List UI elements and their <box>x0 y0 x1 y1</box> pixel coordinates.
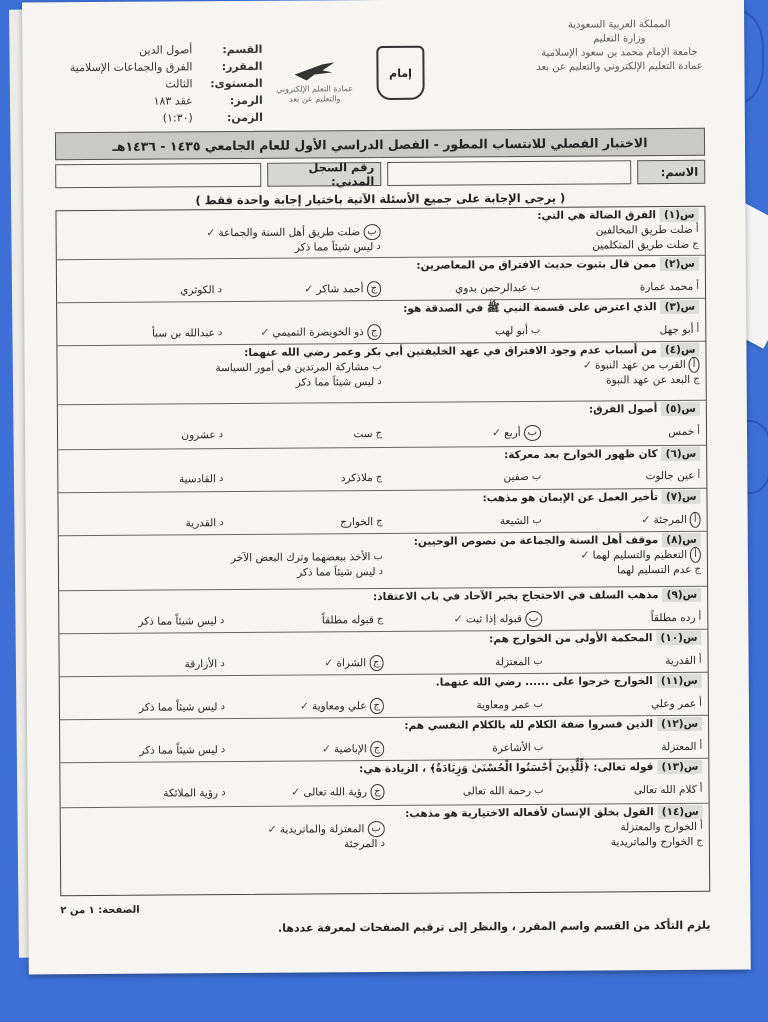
option-text: أبو جهل <box>659 323 694 337</box>
option-letter: أ <box>695 223 699 235</box>
check-mark-icon: ✓ <box>304 282 314 296</box>
question-title <box>66 759 702 778</box>
option-letter: د <box>218 429 224 441</box>
questions-box <box>55 206 710 897</box>
question-title <box>66 716 702 735</box>
answer-option[interactable] <box>66 656 225 673</box>
question-item <box>60 759 708 809</box>
option-text: ليس شيئاً مما ذكر <box>139 744 218 757</box>
question-number: س(٣) <box>661 300 700 314</box>
question-number: س(٢) <box>660 257 699 271</box>
option-text: القدرية <box>185 517 217 530</box>
option-letter: د <box>219 615 225 627</box>
answer-option[interactable] <box>65 515 224 532</box>
option-letter: ج <box>367 324 382 340</box>
option-letter: ج <box>694 563 702 575</box>
question-item <box>60 716 708 764</box>
option-text: عبدالرحمن بدوي <box>455 281 528 295</box>
course-info-key: الزمن: <box>226 110 263 125</box>
option-text: القدرية <box>665 654 696 668</box>
answer-option[interactable] <box>382 470 541 485</box>
option-letter: د <box>378 566 384 578</box>
question-number: س(١١) <box>657 674 702 688</box>
instructions: ( يرجى الإجابة على جميع الأسئلة الآتية باختيار إجابة واحدة فقط ) <box>195 190 566 208</box>
question-text: المحكمة الأولى من الخوارج هم: <box>489 632 653 646</box>
option-letter: أ <box>696 323 700 335</box>
deanship-logo: عمادة التعلم الإلكتروني والتعليم عن بعد <box>264 60 364 105</box>
option-text: الإباضية <box>333 743 367 756</box>
option-letter: ب <box>363 224 381 240</box>
answer-option[interactable] <box>225 741 384 758</box>
course-info-value: أصول الدين <box>139 43 193 57</box>
question-number: س(٦) <box>662 447 701 461</box>
option-text: ليس شيئاً مما ذكر <box>138 701 218 714</box>
answer-option[interactable] <box>67 837 385 853</box>
option-text: المعتزلة <box>495 655 531 669</box>
answer-option[interactable] <box>384 697 543 714</box>
answer-option[interactable] <box>543 782 702 799</box>
bird-icon <box>292 60 336 82</box>
check-mark-icon: ✓ <box>291 785 301 799</box>
question-title <box>65 587 701 606</box>
question-title <box>63 256 699 275</box>
option-letter: أ <box>697 469 701 481</box>
answer-option[interactable] <box>225 655 384 672</box>
option-letter: ج <box>369 698 384 714</box>
answer-option[interactable] <box>63 325 222 342</box>
question-title <box>65 630 701 649</box>
question-item <box>59 532 707 592</box>
option-text: عشرون <box>181 429 216 442</box>
answer-option[interactable] <box>384 783 543 800</box>
answer-option[interactable] <box>223 471 382 486</box>
option-text: كلام الله تعالى <box>633 783 697 797</box>
answer-option[interactable] <box>381 238 699 254</box>
option-letter: د <box>376 241 381 253</box>
question-item <box>61 804 709 867</box>
answer-option[interactable] <box>225 784 384 801</box>
question-number: س(٧) <box>662 490 701 504</box>
option-letter: ب <box>525 611 543 627</box>
question-text: الذين فسروا صفة الكلام لله بالكلام النفسي هم: <box>404 718 654 732</box>
answer-option[interactable] <box>223 426 382 443</box>
question-number: س(٨) <box>662 533 701 547</box>
institution-line: وزارة التعليم <box>593 33 646 45</box>
option-text: الكوثري <box>180 284 215 297</box>
option-text: عدم التسليم لهما <box>616 563 692 577</box>
question-text: ممن قال بثبوت حديث الافتراق من المعاصرين: <box>416 258 657 272</box>
answer-option[interactable] <box>63 240 381 256</box>
exam-title: الاختبار الفصلي للانتساب المطور - الفصل الدراسي الأول للعام الجامعي ١٤٣٥ - ١٤٣٦هـ <box>55 128 705 161</box>
check-mark-icon: ✓ <box>324 656 334 670</box>
option-letter: د <box>217 327 223 339</box>
option-text: المرجئة <box>344 838 378 851</box>
institution-line: عمادة التعليم الإلكتروني والتعليم عن بعد <box>536 60 703 73</box>
option-text: محمد عمارة <box>639 280 694 294</box>
answer-option[interactable] <box>65 613 224 630</box>
option-text: الأخذ ببعضهما وترك البعض الآخر <box>230 551 371 565</box>
answer-option[interactable] <box>540 322 699 339</box>
answer-option[interactable] <box>543 653 702 670</box>
question-item <box>58 401 706 451</box>
course-info-value: (١:٣٠) <box>162 111 193 125</box>
course-info-row <box>53 92 263 110</box>
question-number: س(١٤) <box>658 805 703 819</box>
question-title <box>63 299 699 318</box>
option-letter: ب <box>533 655 543 667</box>
question-item <box>56 207 704 261</box>
answer-option[interactable] <box>66 785 225 802</box>
option-letter: ج <box>369 655 384 671</box>
option-letter: ب <box>531 470 542 482</box>
option-letter: ب <box>532 514 542 526</box>
answer-option[interactable] <box>542 512 701 529</box>
institution-line: المملكة العربية السعودية <box>567 18 671 31</box>
option-letter: د <box>220 744 226 756</box>
name-field[interactable] <box>387 160 631 186</box>
option-letter: د <box>380 838 385 850</box>
option-letter: ب <box>533 741 544 753</box>
option-letter: ج <box>370 784 385 800</box>
option-letter: أ <box>690 547 701 563</box>
option-text: قبوله مطلقاً <box>321 614 374 627</box>
question-text: قوله تعالى: ﴿لِّلَّذِينَ أَحْسَنُوا الْحُسْنَىٰ وَزِيَادَةٌ﴾ ، الزيادة هي: <box>359 761 654 776</box>
option-text: أربع <box>504 427 521 440</box>
option-letter: أ <box>699 820 703 832</box>
check-mark-icon: ✓ <box>641 513 651 527</box>
civil-record-label: رقم السجل المدني: <box>267 162 381 187</box>
answer-option[interactable] <box>381 280 540 297</box>
question-item <box>59 630 707 678</box>
question-number: س(١٢) <box>657 717 702 731</box>
option-letter: أ <box>699 783 703 795</box>
option-text: قبوله إذا ثبت <box>465 613 522 626</box>
institution-header <box>534 18 704 75</box>
answer-option[interactable] <box>224 514 383 531</box>
course-info-key: القسم: <box>222 42 263 57</box>
answer-option[interactable] <box>541 469 700 484</box>
option-text: ليس شيئاً مما ذكر <box>295 376 375 389</box>
answer-option[interactable] <box>385 835 703 851</box>
question-number: س(٩) <box>663 588 702 602</box>
option-letter: ج <box>376 614 384 626</box>
answer-option[interactable] <box>384 654 543 671</box>
answer-option[interactable] <box>224 612 383 629</box>
institution-line: جامعة الإمام محمد بن سعود الإسلامية <box>541 46 698 59</box>
answer-option[interactable] <box>66 742 225 759</box>
name-label: الاسم: <box>637 160 705 184</box>
options-grid <box>66 696 702 716</box>
question-text: من أسباب عدم وجود الافتراق في عهد الخليفتين أبي بكر وعمر رضي الله عنهما: <box>244 344 657 359</box>
options-grid <box>67 819 703 853</box>
options-grid <box>65 547 701 581</box>
option-letter: ج <box>376 516 383 528</box>
option-text: الشيعة <box>499 514 530 528</box>
option-letter: ب <box>373 551 383 563</box>
option-text: رؤية الله تعالى <box>303 786 368 799</box>
answer-option[interactable] <box>541 424 700 441</box>
footer-note: يلزم التأكد من القسم واسم المقرر ، والنظر إلى ترقيم الصفحات لمعرفة عددها. <box>277 918 711 935</box>
course-info-value: عقد ١٨٣ <box>153 94 193 108</box>
course-info-key: المستوى: <box>210 76 263 91</box>
answer-option[interactable] <box>384 740 543 757</box>
answer-option[interactable] <box>64 427 223 444</box>
option-text: ليس شيئاً مما ذكر <box>138 615 217 628</box>
option-text: البعد عن عهد النبوة <box>606 373 691 387</box>
check-mark-icon: ✓ <box>260 325 270 339</box>
option-letter: ب <box>372 361 382 373</box>
answer-option[interactable] <box>66 699 225 716</box>
answer-option[interactable] <box>542 610 701 627</box>
civil-record-field[interactable] <box>55 163 261 188</box>
question-text: مذهب السلف في الاحتجاج بخبر الآحاد في باب الاعتقاد: <box>372 589 659 604</box>
question-text: القول بخلق الإنسان لأفعاله الاختيارية هو مذهب: <box>404 806 654 820</box>
course-info-row <box>52 41 262 59</box>
question-text: الخوارج خرجوا على ...... رضي الله عنهما. <box>435 675 653 689</box>
option-letter: أ <box>698 611 702 623</box>
course-info-row <box>52 58 262 76</box>
option-text: الخوارج والماتريدية <box>610 835 694 849</box>
course-info-key: الرمز: <box>229 93 263 108</box>
option-letter: ج <box>370 741 385 757</box>
option-text: مشاركة المرتدين في أمور السياسة <box>215 361 370 375</box>
option-letter: أ <box>697 425 701 437</box>
option-text: ضلت طريق أهل السنة والجماعة <box>218 226 361 240</box>
option-letter: ب <box>534 784 544 796</box>
check-mark-icon: ✓ <box>582 358 593 372</box>
option-letter: ب <box>524 425 542 441</box>
check-mark-icon: ✓ <box>267 822 277 836</box>
option-letter: ج <box>696 835 703 847</box>
options-grid <box>65 512 701 532</box>
option-text: رحمة الله تعالى <box>462 784 532 798</box>
option-text: الأزارقة <box>184 658 218 671</box>
question-text: أصول الفرق: <box>588 403 658 416</box>
question-number: س(١٠) <box>656 631 701 645</box>
answer-option[interactable] <box>222 324 381 341</box>
option-text: خمس <box>668 425 695 439</box>
answer-option[interactable] <box>381 323 540 340</box>
option-letter: أ <box>699 740 703 752</box>
option-text: ضلت طريق المتكلمين <box>592 238 690 252</box>
option-letter: ج <box>366 281 381 297</box>
course-info-row <box>53 109 263 127</box>
option-text: المرجئة <box>653 513 687 527</box>
options-grid <box>64 469 700 487</box>
answer-option[interactable] <box>543 739 702 756</box>
check-mark-icon: ✓ <box>206 226 216 240</box>
course-info-value: الفرق والجماعات الإسلامية <box>69 60 193 75</box>
option-letter: ب <box>533 698 543 710</box>
option-letter: أ <box>690 512 701 528</box>
check-mark-icon: ✓ <box>491 426 502 440</box>
option-letter: ج <box>375 472 383 484</box>
option-text: المعتزلة <box>661 740 697 754</box>
option-text: أبو لهب <box>494 324 528 338</box>
option-letter: د <box>220 701 225 713</box>
option-text: ملاذكرد <box>340 472 373 485</box>
answer-option[interactable] <box>222 281 381 298</box>
option-letter: ج <box>375 428 383 440</box>
answer-option[interactable] <box>383 513 542 530</box>
option-text: عين جالوت <box>645 469 695 483</box>
question-item <box>57 342 705 406</box>
option-letter: أ <box>698 654 702 666</box>
question-text: كان ظهور الخوارج بعد معركة: <box>504 448 658 462</box>
question-text: الذي اعترض على قسمة النبي ﷺ في الصدقة هو: <box>403 301 657 315</box>
option-text: عمر وعلي <box>651 697 697 711</box>
check-mark-icon: ✓ <box>580 548 590 562</box>
university-logo: إمام <box>376 46 424 100</box>
option-text: ضلت طريق المخالفين <box>595 223 693 237</box>
option-text: رده مطلقاً <box>650 611 696 625</box>
question-title <box>64 489 700 508</box>
option-text: الأشاعرة <box>492 741 531 755</box>
answer-option[interactable] <box>383 611 542 628</box>
option-letter: د <box>220 658 225 670</box>
option-text: عمر ومعاوية <box>476 698 531 712</box>
question-item <box>58 446 706 494</box>
option-text: ست <box>353 428 373 441</box>
question-title <box>64 401 700 420</box>
student-id-row <box>55 160 705 189</box>
answer-option[interactable] <box>225 698 384 715</box>
question-title <box>64 446 700 465</box>
course-info-key: المقرر: <box>221 59 263 74</box>
answer-option[interactable] <box>64 375 382 391</box>
check-mark-icon: ✓ <box>453 612 463 626</box>
question-item <box>57 256 705 304</box>
option-text: القرب من عهد النبوة <box>594 358 686 372</box>
option-text: ليس شيئاً مما ذكر <box>297 566 376 579</box>
question-text: موقف أهل السنة والجماعة من نصوص الوحيين: <box>413 534 659 548</box>
question-number: س(٤) <box>661 343 700 357</box>
option-letter: د <box>217 284 223 296</box>
option-text: أحمد شاكر <box>316 283 364 296</box>
answer-option[interactable] <box>543 696 702 713</box>
option-text: ذو الخويصرة التميمي <box>272 326 364 339</box>
options-grid <box>66 782 702 802</box>
answer-option[interactable] <box>63 282 222 299</box>
check-mark-icon: ✓ <box>321 742 332 756</box>
question-title <box>66 673 702 692</box>
option-letter: أ <box>696 280 700 292</box>
option-text: رؤية الملائكة <box>163 787 219 800</box>
options-grid <box>64 357 700 391</box>
option-text: الخوارج <box>340 516 374 529</box>
option-text: المعتزلة والماتريدية <box>279 823 365 836</box>
option-text: عبدالله بن سبأ <box>151 327 215 340</box>
option-letter: ج <box>692 238 699 250</box>
option-letter: ج <box>693 373 700 385</box>
question-item <box>58 489 706 537</box>
question-number: س(١٣) <box>657 760 702 774</box>
course-info-row <box>53 75 263 93</box>
question-number: س(٥) <box>661 402 700 416</box>
options-grid <box>63 279 699 299</box>
answer-option[interactable] <box>540 279 699 296</box>
question-number: س(١) <box>660 208 699 222</box>
options-grid <box>64 424 700 444</box>
option-text: القادسية <box>178 473 216 486</box>
page-number: الصفحة: ١ من ٢ <box>60 904 140 917</box>
answer-option[interactable] <box>382 425 541 442</box>
option-letter: ب <box>530 281 541 293</box>
answer-option[interactable] <box>382 373 700 389</box>
option-text: صفين <box>503 470 529 484</box>
question-item <box>59 587 707 635</box>
question-item <box>60 673 708 721</box>
course-info <box>52 41 263 127</box>
option-letter: أ <box>699 697 702 709</box>
option-text: علي ومعاوية <box>311 700 367 713</box>
option-letter: د <box>221 787 226 799</box>
option-letter: ب <box>530 324 541 336</box>
question-text: تأخير العمل عن الإيمان هو مذهب: <box>482 491 658 505</box>
answer-option[interactable] <box>65 565 383 581</box>
answer-option[interactable] <box>64 472 223 487</box>
answer-option[interactable] <box>383 563 701 579</box>
exam-sheet <box>22 0 751 974</box>
options-grid <box>63 322 699 342</box>
option-text: التعظيم والتسليم لهما <box>592 548 688 562</box>
course-info-value: الثالث <box>165 77 193 91</box>
options-grid <box>66 739 702 759</box>
option-letter: د <box>377 376 382 388</box>
question-text: الفرق الضالة هي التي: <box>537 209 657 222</box>
options-grid <box>65 610 701 630</box>
option-letter: أ <box>689 357 700 373</box>
option-text: الخوارج والمعتزلة <box>620 820 698 834</box>
option-letter: ب <box>367 821 385 837</box>
options-grid <box>66 653 702 673</box>
option-text: ليس شيئاً مما ذكر <box>294 241 374 254</box>
option-letter: د <box>219 517 224 529</box>
question-item <box>57 299 705 347</box>
option-text: الشراة <box>336 657 367 670</box>
option-letter: د <box>218 473 224 485</box>
check-mark-icon: ✓ <box>299 699 310 713</box>
options-grid <box>63 222 699 256</box>
